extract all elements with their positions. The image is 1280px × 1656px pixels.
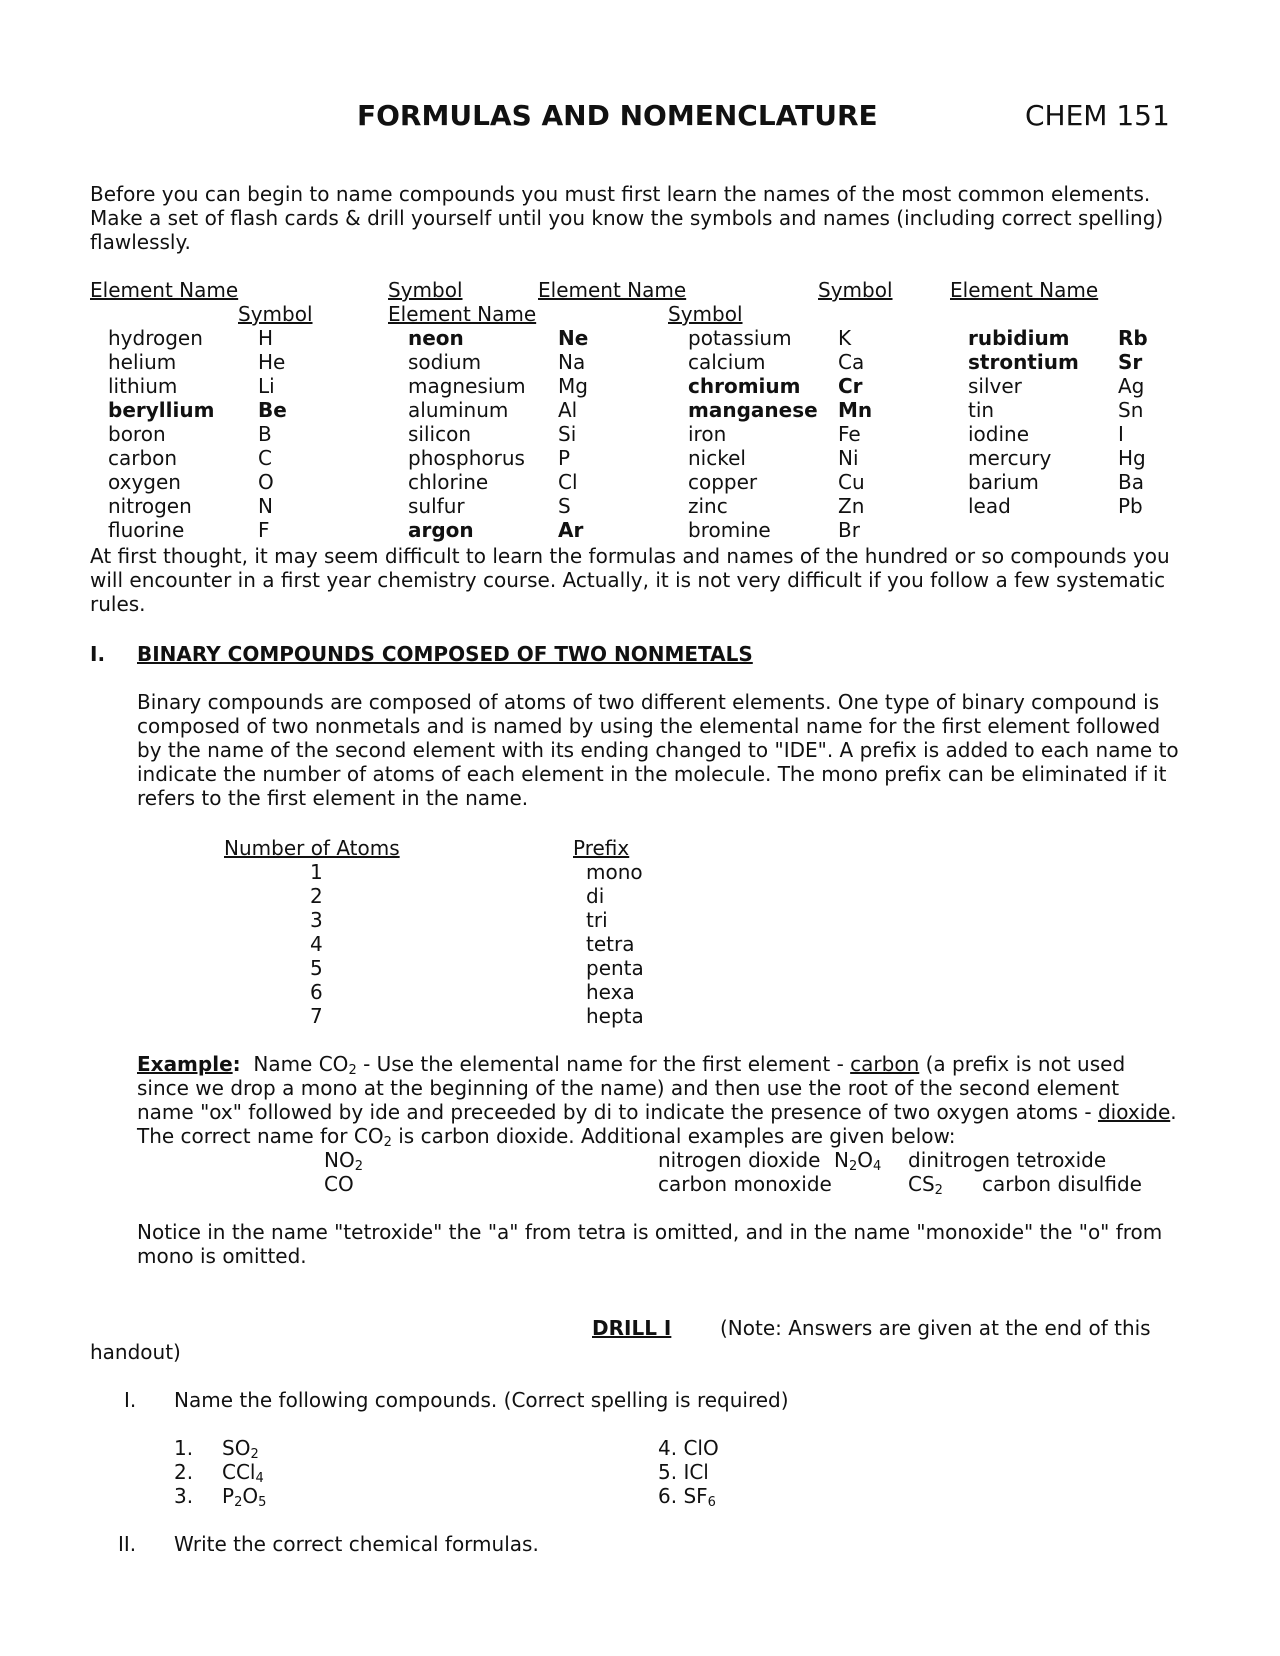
- element-symbol: Mn: [838, 398, 873, 422]
- example-label: Example: [137, 1052, 233, 1076]
- element-symbol: Al: [558, 398, 578, 422]
- element-symbol: Ca: [838, 350, 865, 374]
- element-symbol: H: [258, 326, 274, 350]
- element-symbol: Zn: [838, 494, 865, 518]
- element-symbol: Cu: [838, 470, 865, 494]
- element-name: phosphorus: [408, 446, 525, 470]
- element-symbol: Cr: [838, 374, 863, 398]
- element-symbol: B: [258, 422, 272, 446]
- example-dioxide: dioxide: [1097, 1100, 1171, 1124]
- element-symbol: Ag: [1118, 374, 1145, 398]
- element-name: boron: [108, 422, 166, 446]
- element-symbol: Sr: [1118, 350, 1143, 374]
- header-element-name-2: Element Name: [538, 278, 687, 302]
- element-symbol: Ba: [1118, 470, 1144, 494]
- element-symbol: Ar: [558, 518, 584, 542]
- prefix-count: 4: [310, 932, 323, 956]
- example-text-2: - Use the elemental name for the first element -: [356, 1052, 851, 1076]
- element-name: chromium: [688, 374, 801, 398]
- element-symbol: He: [258, 350, 286, 374]
- drill-item-4: 4. ClO: [658, 1436, 719, 1460]
- element-name: bromine: [688, 518, 771, 542]
- prefix-name: mono: [586, 860, 643, 884]
- element-symbol: Ni: [838, 446, 859, 470]
- element-name: mercury: [968, 446, 1052, 470]
- header-symbol-3: Symbol: [238, 302, 313, 326]
- course-code: CHEM 151: [1025, 99, 1170, 132]
- prefix-name: hepta: [586, 1004, 644, 1028]
- header-element-name-1: Element Name: [90, 278, 239, 302]
- example-text-1: Name CO: [253, 1052, 349, 1076]
- prefix-header-prefix: Prefix: [573, 836, 630, 860]
- example-cs2-name: carbon disulfide: [982, 1172, 1142, 1196]
- element-name: sodium: [408, 350, 482, 374]
- drill-item-5: 5. ICl: [658, 1460, 709, 1484]
- example-n2o4-name: dinitrogen tetroxide: [908, 1148, 1107, 1172]
- page-title: FORMULAS AND NOMENCLATURE: [357, 99, 878, 132]
- element-name: carbon: [108, 446, 178, 470]
- element-symbol: Sn: [1118, 398, 1144, 422]
- element-name: iron: [688, 422, 727, 446]
- element-name: nickel: [688, 446, 746, 470]
- element-name: magnesium: [408, 374, 526, 398]
- drill-item-1: $SO_2$: [222, 1436, 259, 1462]
- element-name: barium: [968, 470, 1039, 494]
- element-symbol: Li: [258, 374, 275, 398]
- prefix-count: 3: [310, 908, 323, 932]
- element-symbol: I: [1118, 422, 1124, 446]
- element-symbol: Hg: [1118, 446, 1146, 470]
- element-symbol: Br: [838, 518, 860, 542]
- example-no2-name: nitrogen dioxide: [658, 1148, 821, 1172]
- drill-item-2: CCl$_4$: [222, 1460, 264, 1486]
- element-name: helium: [108, 350, 177, 374]
- element-symbol: Si: [558, 422, 577, 446]
- drill-item-2-num: 2.: [174, 1460, 194, 1484]
- element-name: tin: [968, 398, 995, 422]
- element-symbol: Rb: [1118, 326, 1148, 350]
- element-name: beryllium: [108, 398, 215, 422]
- example-sub-2: 2: [383, 1135, 392, 1150]
- example-carbon: carbon: [850, 1052, 920, 1076]
- element-symbol: Na: [558, 350, 586, 374]
- prefix-name: di: [586, 884, 605, 908]
- drill-q2-number: II.: [118, 1532, 137, 1556]
- element-symbol: K: [838, 326, 852, 350]
- header-symbol-4: Symbol: [668, 302, 743, 326]
- drill-note: (Note: Answers are given at the end of this: [720, 1316, 1151, 1340]
- section-number: I.: [90, 642, 106, 666]
- prefix-name: tri: [586, 908, 608, 932]
- element-symbol: P: [558, 446, 571, 470]
- prefix-header-number: Number of Atoms: [224, 836, 400, 860]
- prefix-name: penta: [586, 956, 644, 980]
- header-element-name-4: Element Name: [388, 302, 537, 326]
- element-name: copper: [688, 470, 758, 494]
- element-name: fluorine: [108, 518, 185, 542]
- element-symbol: Cl: [558, 470, 578, 494]
- drill-item-1-num: 1.: [174, 1436, 194, 1460]
- example-co-name: carbon monoxide: [658, 1172, 832, 1196]
- element-name: iodine: [968, 422, 1030, 446]
- section-title: BINARY COMPOUNDS COMPOSED OF TWO NONMETALS: [137, 642, 753, 666]
- example-co-formula: CO: [324, 1172, 354, 1196]
- example-n2o4-formula: $N_2O_4$: [834, 1148, 882, 1174]
- prefix-count: 2: [310, 884, 323, 908]
- intro-paragraph: Before you can begin to name compounds you must first learn the names of the most common elements. Make a set of flash cards & drill yourself until you know the symbols and names (including correct spelling) flawlessly.: [90, 182, 1164, 254]
- element-name: hydrogen: [108, 326, 203, 350]
- element-symbol: S: [558, 494, 571, 518]
- header-symbol-1: Symbol: [388, 278, 463, 302]
- element-symbol: Pb: [1118, 494, 1143, 518]
- prefix-name: tetra: [586, 932, 635, 956]
- element-name: neon: [408, 326, 464, 350]
- notice-paragraph: Notice in the name "tetroxide" the "a" from tetra is omitted, and in the name "monoxide" the "o" from mono is omitted.: [137, 1220, 1163, 1268]
- drill-item-6: 6. $SF_6$: [658, 1484, 716, 1510]
- element-name: lithium: [108, 374, 178, 398]
- element-symbol: C: [258, 446, 272, 470]
- element-symbol: N: [258, 494, 273, 518]
- element-symbol: Ne: [558, 326, 589, 350]
- drill-note-cont: handout): [90, 1340, 181, 1364]
- after-table-paragraph: At first thought, it may seem difficult to learn the formulas and names of the hundred or so compounds you will encounter in a first year chemistry course. Actually, it is not very difficult if you follow a few systematic rules.: [90, 544, 1170, 616]
- prefix-count: 1: [310, 860, 323, 884]
- prefix-count: 5: [310, 956, 323, 980]
- element-name: potassium: [688, 326, 792, 350]
- element-name: silver: [968, 374, 1022, 398]
- element-name: oxygen: [108, 470, 181, 494]
- prefix-count: 6: [310, 980, 323, 1004]
- example-no2-formula: $NO_2$: [324, 1148, 363, 1174]
- element-symbol: F: [258, 518, 270, 542]
- element-symbol: Fe: [838, 422, 861, 446]
- element-name: manganese: [688, 398, 818, 422]
- element-name: argon: [408, 518, 474, 542]
- example-sub: 2: [348, 1063, 357, 1078]
- element-name: nitrogen: [108, 494, 192, 518]
- element-name: calcium: [688, 350, 766, 374]
- element-name: aluminum: [408, 398, 509, 422]
- element-symbol: O: [258, 470, 274, 494]
- drill-q2-text: Write the correct chemical formulas.: [174, 1532, 539, 1556]
- element-name: sulfur: [408, 494, 465, 518]
- element-name: strontium: [968, 350, 1079, 374]
- header-element-name-3: Element Name: [950, 278, 1099, 302]
- header-symbol-2: Symbol: [818, 278, 893, 302]
- section-body: Binary compounds are composed of atoms of two different elements. One type of binary compound is composed of two nonmetals and is named by using the elemental name for the first element followed by the name of the second element with its ending changed to "IDE". A prefix is added to each name to indicate the number of atoms of each element in the molecule. The mono prefix can be eliminated if it refers to the first element in the name.: [137, 690, 1179, 810]
- element-name: lead: [968, 494, 1011, 518]
- drill-item-3: $P_2O_5$: [222, 1484, 267, 1510]
- element-name: zinc: [688, 494, 728, 518]
- example-paragraph: Example: Name $CO_2$ - Use the elemental name for the first element - carbon (a prefix is not used since we drop a mono at the beginning of the name) and then use the root of the second element name "ox" followed by ide and preceeded by di to indicate the presence of two oxygen atoms - dioxide. The correct name for $CO_2$ is carbon dioxide. Additional examples are given below:: [137, 1052, 1177, 1150]
- drill-q1-text: Name the following compounds. (Correct spelling is required): [174, 1388, 789, 1412]
- element-symbol: Be: [258, 398, 287, 422]
- element-name: rubidium: [968, 326, 1070, 350]
- prefix-count: 7: [310, 1004, 323, 1028]
- example-text-3: (a prefix is not used since we drop a mono at the beginning of the name) and then use the root of the second element name "ox" followed by ide and preceeded by di to indicate the presence of two oxygen atoms -: [137, 1052, 1126, 1124]
- element-name: silicon: [408, 422, 471, 446]
- element-symbol: Mg: [558, 374, 588, 398]
- drill-item-3-num: 3.: [174, 1484, 194, 1508]
- example-text-5: is carbon dioxide. Additional examples are given below:: [391, 1124, 956, 1148]
- drill-q1-number: I.: [124, 1388, 137, 1412]
- example-text-4: . The correct name for CO: [137, 1100, 1177, 1148]
- drill-title: DRILL I: [592, 1316, 672, 1340]
- prefix-name: hexa: [586, 980, 635, 1004]
- element-name: chlorine: [408, 470, 489, 494]
- example-cs2-formula: $CS_2$: [908, 1172, 943, 1198]
